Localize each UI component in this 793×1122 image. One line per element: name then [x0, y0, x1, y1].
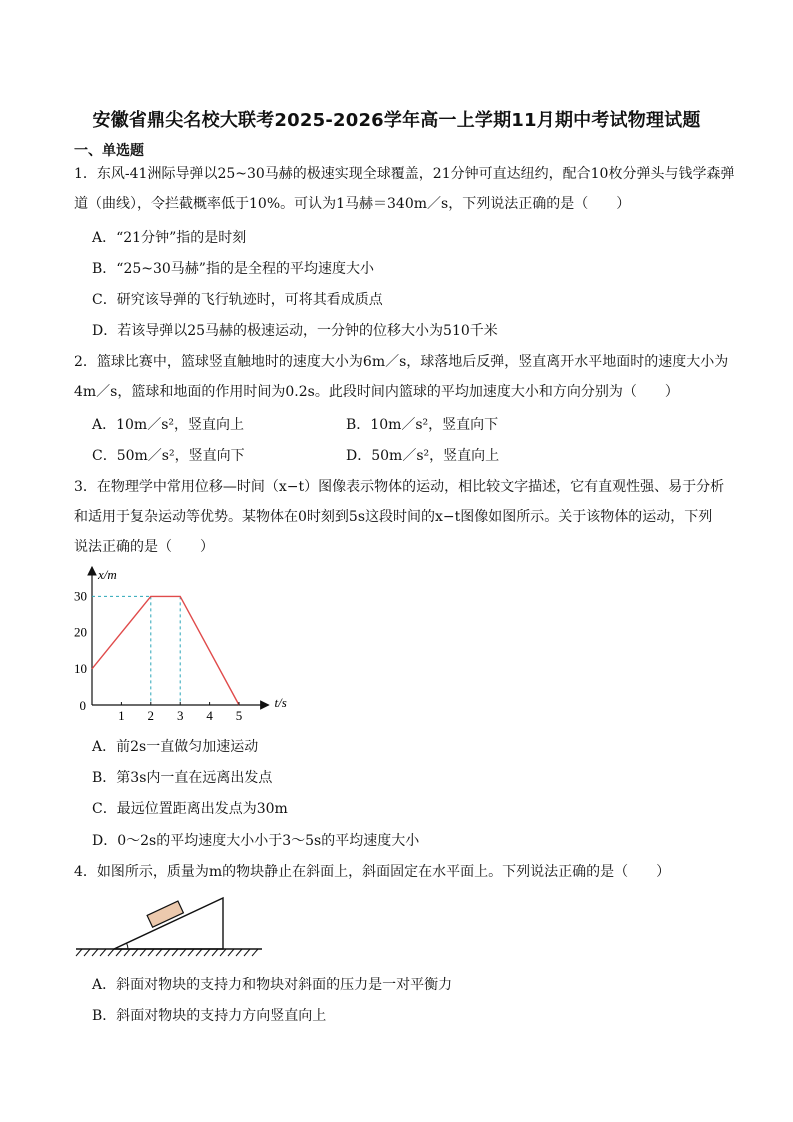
ground-line: [76, 949, 262, 956]
block: [147, 901, 183, 927]
q1-option-a: A．“21分钟”指的是时刻: [92, 230, 247, 246]
series-line: [92, 596, 239, 705]
q1-option-c: C．研究该导弹的飞行轨迹时，可将其看成质点: [92, 292, 383, 308]
origin-label: 0: [79, 698, 86, 713]
q1-stem-line1: 1．东风-41洲际导弹以25~30马赫的极速实现全球覆盖，21分钟可直达纽约，配合10枚分弹头与钱学森弹: [74, 166, 735, 182]
q3-option-a: A．前2s一直做匀加速运动: [92, 739, 259, 755]
q2-option-c: C．50m／s²，竖直向下: [92, 448, 245, 464]
q2-option-b: B．10m／s²，竖直向下: [346, 417, 499, 433]
x-tick-label: 2: [147, 708, 155, 723]
y-axis-label: x/m: [98, 567, 117, 582]
q3-option-d: D．0～2s的平均速度大小小于3～5s的平均速度大小: [92, 833, 420, 849]
q3-option-c: C．最远位置距离出发点为30m: [92, 801, 288, 817]
q2-option-a: A．10m／s²，竖直向上: [92, 417, 244, 433]
y-tick-label: 10: [74, 660, 87, 676]
y-tick-label: 20: [74, 624, 87, 640]
x-axis-label: t/s: [274, 695, 287, 710]
x-tick-label: 3: [176, 708, 184, 723]
q3-stem-line2: 和适用于复杂运动等优势。某物体在0时刻到5s这段时间的x−t图像如图所示。关于该物体的运动，下列: [74, 509, 713, 525]
q4-option-a: A．斜面对物块的支持力和物块对斜面的压力是一对平衡力: [92, 977, 453, 993]
q2-option-d: D．50m／s²，竖直向上: [346, 448, 500, 464]
q3-stem-line1: 3．在物理学中常用位移—时间（x−t）图像表示物体的运动，相比较文字描述，它有直观性强、易于分析: [74, 479, 725, 495]
q4-stem: 4．如图所示，质量为m的物块静止在斜面上，斜面固定在水平面上。下列说法正确的是（ ）: [74, 864, 671, 880]
page-title: 安徽省鼎尖名校大联考2025-2026学年高一上学期11月期中考试物理试题: [92, 110, 701, 131]
q2-stem-line1: 2．篮球比赛中，篮球竖直触地时的速度大小为6m／s，球落地后反弹，竖直离开水平地面时的速度大小为: [74, 354, 729, 370]
x-tick-label: 4: [206, 708, 213, 723]
xt-graph: [70, 563, 300, 723]
q2-stem-line2: 4m／s，篮球和地面的作用时间为0.2s。此段时间内篮球的平均加速度大小和方向分别为（ ）: [74, 384, 679, 400]
q4-option-b: B．斜面对物块的支持力方向竖直向上: [92, 1008, 327, 1024]
q1-stem-line2: 道（曲线），令拦截概率低于10%。可认为1马赫＝340m／s，下列说法正确的是（ ）: [74, 196, 631, 212]
incline-diagram: [70, 893, 270, 963]
y-tick-label: 30: [74, 588, 87, 604]
q1-option-b: B．“25~30马赫”指的是全程的平均速度大小: [92, 261, 374, 277]
q3-stem-line3: 说法正确的是（ ）: [74, 539, 214, 555]
x-tick-label: 5: [235, 708, 243, 723]
section-heading: 一、单选题: [74, 143, 144, 159]
q3-option-b: B．第3s内一直在远离出发点: [92, 770, 273, 786]
angle-arc: [127, 943, 128, 949]
x-tick-label: 1: [118, 708, 125, 723]
q1-option-d: D．若该导弹以25马赫的极速运动，一分钟的位移大小为510千米: [92, 323, 498, 339]
